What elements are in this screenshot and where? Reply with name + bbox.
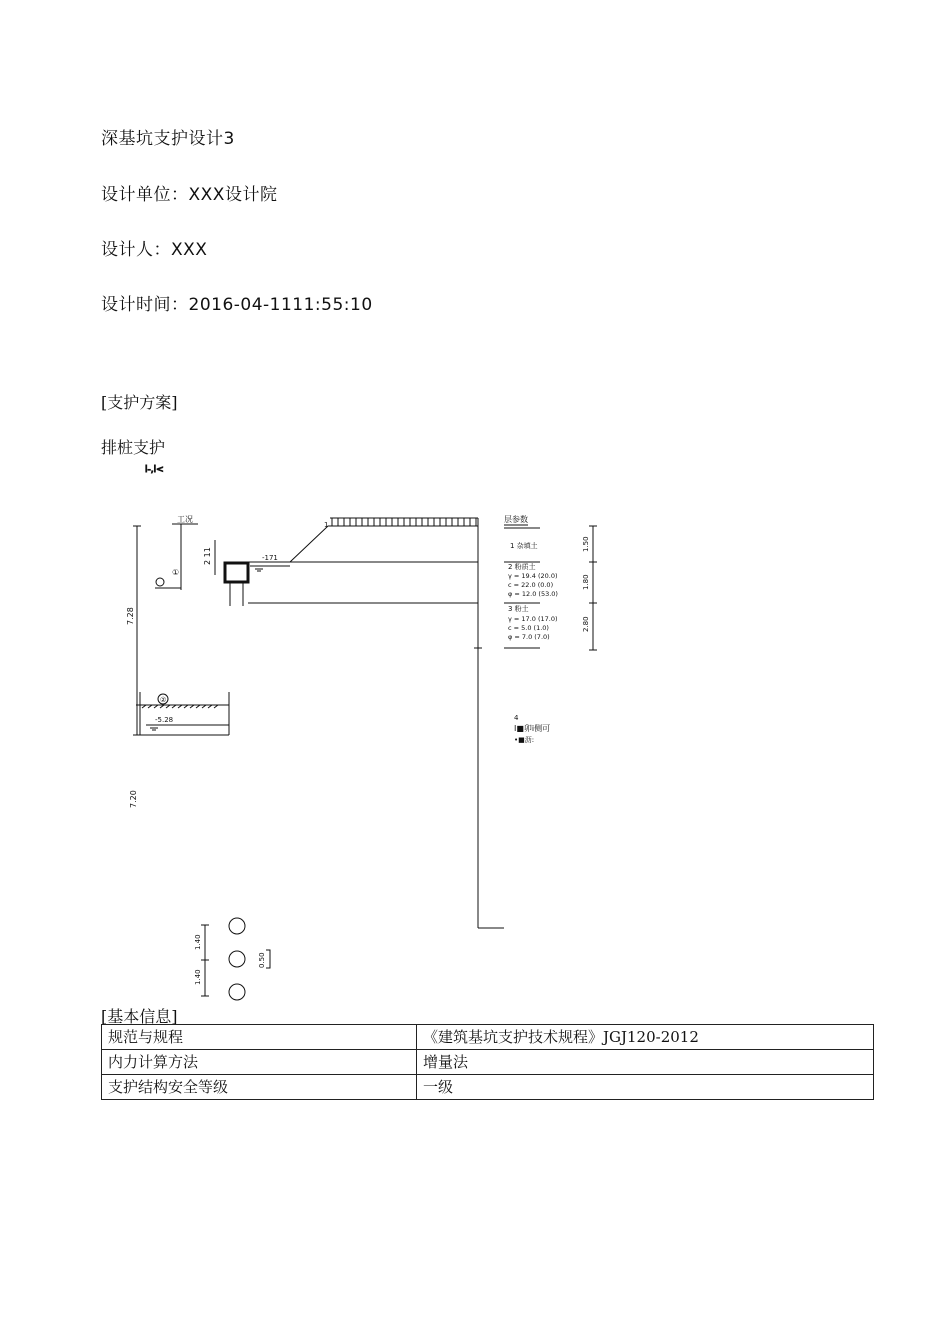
table-cell-value: 增量法 [417, 1050, 874, 1075]
dim-140b: 1.40 [194, 969, 202, 985]
dim-180: 1.80 [582, 574, 590, 590]
table-cell-key: 规范与规程 [102, 1025, 417, 1050]
table-row [102, 1075, 874, 1100]
designer: 设计人：XXX [101, 240, 208, 260]
layer-3-line-3: φ = 7.0 (7.0) [508, 633, 550, 641]
design-time: 设计时间：2016-04-1111:55:10 [101, 295, 373, 315]
pile-circle-icon [229, 951, 245, 967]
scheme-section-title: [支护方案] [101, 393, 178, 412]
layer-3-line-1: γ = 17.0 (17.0) [508, 615, 558, 623]
circle-1-label: ① [172, 568, 180, 577]
water-symbol-2-icon [150, 728, 158, 730]
pile-circle-icon [229, 918, 245, 934]
slope-line [290, 526, 478, 562]
surface-load-hatch [330, 518, 478, 526]
layer-3-line-2: c = 5.0 (1.0) [508, 624, 549, 632]
layer-3-name: 3 粉土 [508, 605, 529, 613]
water-symbol-icon [255, 569, 263, 571]
layer-1: 1 杂填土 [510, 542, 538, 550]
table-cell-key: 支护结构安全等级 [102, 1075, 417, 1100]
layer-2-line-3: φ = 12.0 (53.0) [508, 590, 558, 598]
table-row [102, 1025, 874, 1050]
dim-140a: 1.40 [194, 934, 202, 950]
pile-circle-icon [229, 984, 245, 1000]
note-2: I■卯i侧可 [514, 724, 551, 733]
table-cell-value: 一级 [417, 1075, 874, 1100]
basic-info-table [101, 1024, 874, 1100]
layer-2-name: 2 粉质土 [508, 563, 536, 571]
layer-2-line-1: γ = 19.4 (20.0) [508, 572, 558, 580]
note-1: 4 [514, 714, 519, 722]
label-gongkuang: 工况 [177, 515, 193, 524]
document-title: 深基坑支护设计3 [101, 129, 235, 149]
dim-050: 0.50 [258, 952, 266, 968]
slope-mark: 1 [324, 521, 329, 529]
layer-2-line-2: c = 22.0 (0.0) [508, 581, 554, 589]
pile-diameter-bracket [266, 950, 270, 968]
table-cell-value: 《建筑基坑支护技术规程》JGJ120-2012 [417, 1025, 874, 1050]
elev-171: -171 [262, 554, 278, 562]
circle-1-icon [156, 578, 164, 586]
dim-280: 2.80 [582, 616, 590, 632]
legend-title: 层参数 [504, 515, 528, 524]
dim-150: 1.50 [582, 536, 590, 552]
support-type: 排桩支护 [101, 438, 166, 457]
table-row [102, 1050, 874, 1075]
elev-528: -5.28 [155, 716, 174, 724]
circle-2-label: ② [160, 696, 167, 704]
table-cell-key: 内力计算方法 [102, 1050, 417, 1075]
basic-info-section-title: [基本信息] [101, 1007, 178, 1026]
dim-211: 2 11 [203, 547, 212, 565]
pile-cap [225, 563, 248, 582]
design-unit: 设计单位：XXX设计院 [101, 185, 278, 205]
dim-728: 7.28 [126, 607, 135, 625]
note-3: •■沥: [514, 736, 535, 744]
drawing-top-mark: l-,l< [145, 465, 164, 475]
dim-720: 7.20 [129, 790, 138, 808]
